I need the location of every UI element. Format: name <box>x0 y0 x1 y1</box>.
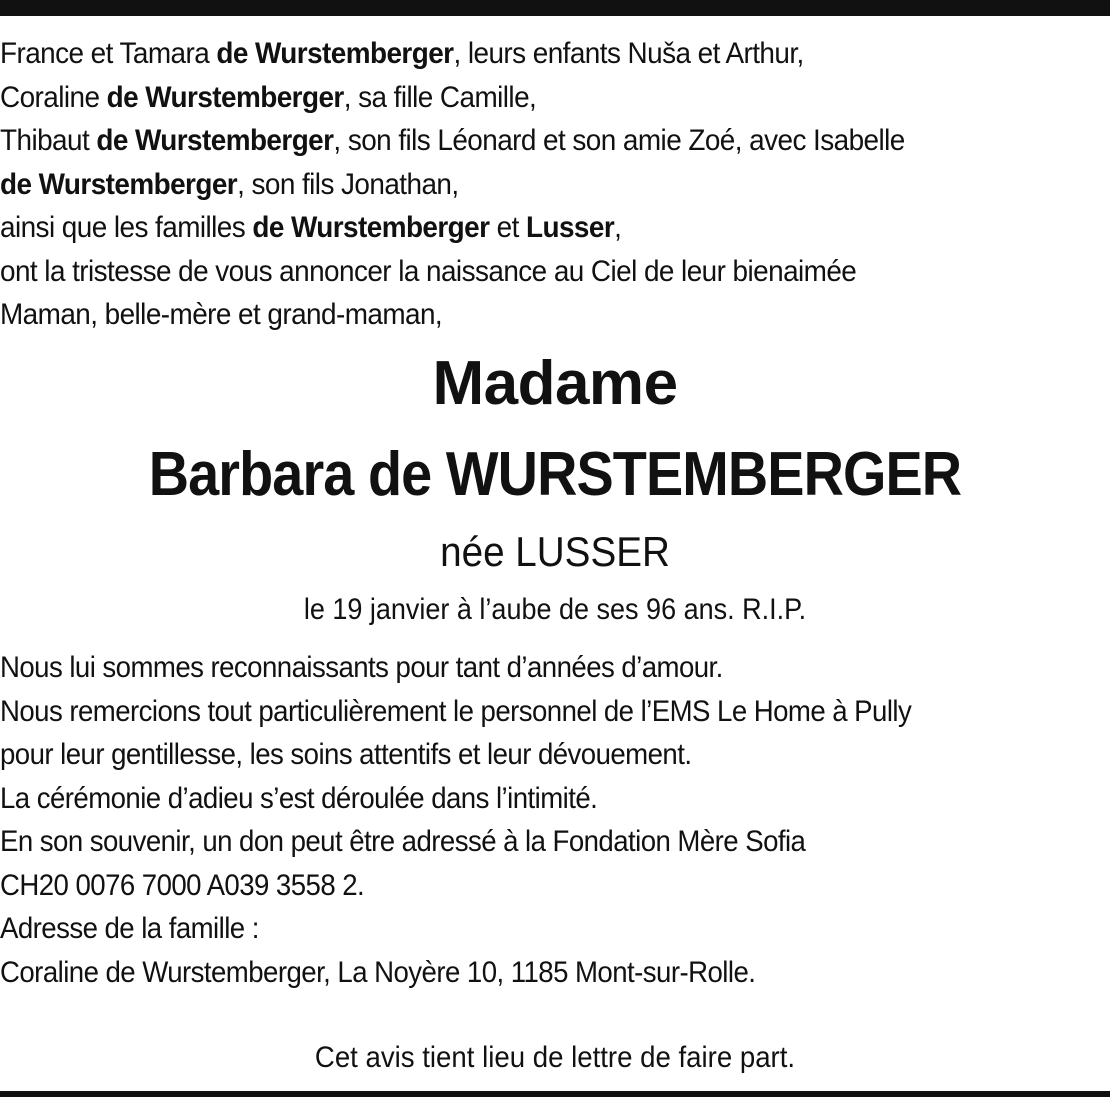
family-line-5: ainsi que les familles de Wurstemberger et Lusser, <box>0 211 622 244</box>
message-line: CH20 0076 7000 A039 3558 2. <box>0 868 365 902</box>
surname: de Wurstemberger <box>0 167 238 201</box>
message-line: Nous lui sommes reconnaissants pour tant d’années d’amour. <box>0 651 723 684</box>
deceased-name: Barbara de WURSTEMBERGER <box>148 440 962 509</box>
family-line-1: France et Tamara de Wurstemberger, leurs enfants Nuša et Arthur, <box>0 37 804 70</box>
message-line: Coraline de Wurstemberger, La Noyère 10, 1185 Mont-sur-Rolle. <box>0 955 756 989</box>
message-line: pour leur gentillesse, les soins attentifs et leur dévouement. <box>0 738 692 771</box>
surname: de Wurstemberger <box>252 211 490 244</box>
message-line: En son souvenir, un don peut être adressé à la Fondation Mère Sofia <box>0 825 806 858</box>
surname: de Wurstemberger <box>216 37 454 70</box>
top-border-rule <box>0 0 1110 16</box>
family-announcement <box>0 32 1107 337</box>
family-line-4: de Wurstemberger, son fils Jonathan, <box>0 167 459 201</box>
family-line-3: Thibaut de Wurstemberger, son fils Léonard et son amie Zoé, avec Isabelle <box>0 124 905 157</box>
surname: Lusser <box>525 211 615 244</box>
deceased-title: Madame <box>432 349 678 418</box>
message-line: La cérémonie d’adieu s’est déroulée dans l’intimité. <box>0 781 598 815</box>
family-line-6: ont la tristesse de vous annoncer la naissance au Ciel de leur bienaimée <box>0 254 857 288</box>
family-line-7: Maman, belle-mère et grand-maman, <box>0 298 443 331</box>
message-line: Adresse de la famille : <box>0 912 259 945</box>
surname: de Wurstemberger <box>106 80 344 114</box>
surname: de Wurstemberger <box>96 124 334 157</box>
message-line: Nous remercions tout particulièrement le personnel de l’EMS Le Home à Pully <box>0 694 912 728</box>
message-body <box>0 646 911 994</box>
family-line-2: Coraline de Wurstemberger, sa fille Camille, <box>0 80 537 114</box>
maiden-name: née LUSSER <box>440 528 670 575</box>
death-date: le 19 janvier à l’aube de ses 96 ans. R.I.P. <box>303 593 807 626</box>
closing-note: Cet avis tient lieu de lettre de faire part. <box>314 1041 796 1074</box>
bottom-border-rule <box>0 1091 1110 1097</box>
